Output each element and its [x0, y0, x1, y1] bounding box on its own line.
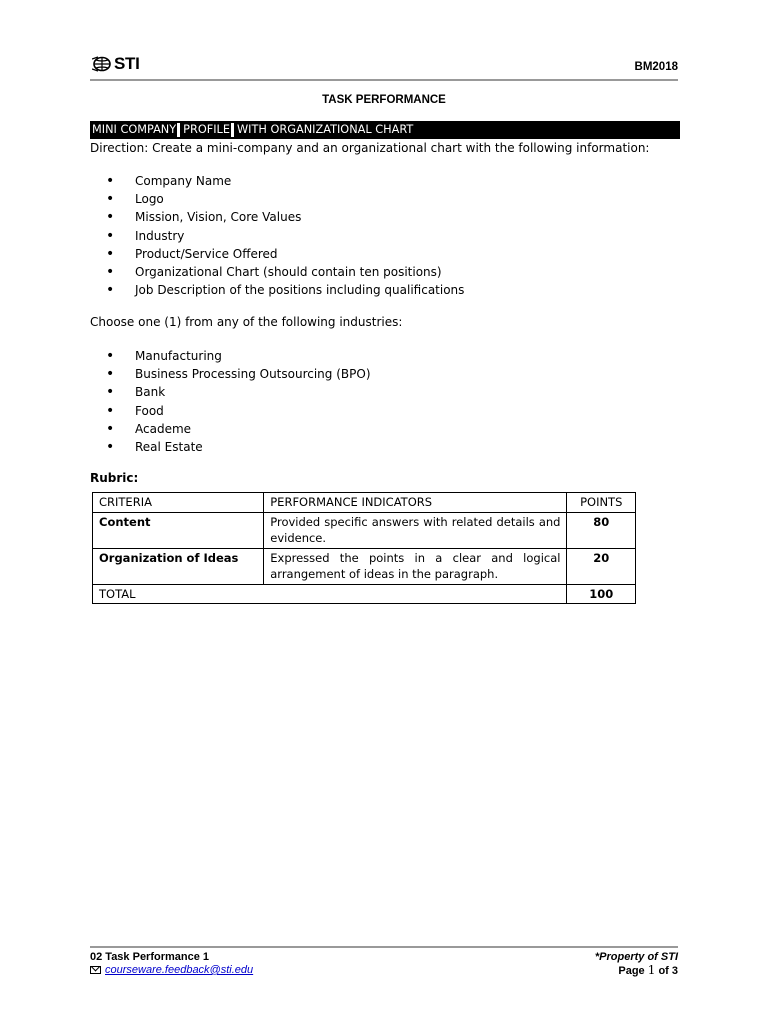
indicator-cell: Expressed the points in a clear and logical arrangement of ideas in the paragraph.	[264, 548, 567, 584]
logo-text: STI	[114, 54, 140, 73]
column-header-indicators: PERFORMANCE INDICATORS	[264, 493, 567, 513]
criteria-cell: Content	[93, 512, 264, 548]
page-current: 1	[647, 963, 656, 977]
table-row	[93, 548, 636, 584]
table-row	[93, 512, 636, 548]
list-item: • Product/Service Offered	[106, 245, 464, 263]
section-separator	[177, 123, 180, 137]
direction-text: Direction: Create a mini-company and an organizational chart with the following information:	[90, 141, 650, 155]
table-header-row	[93, 493, 636, 513]
column-header-points: POINTS	[567, 493, 636, 513]
page-prefix: Page	[618, 965, 645, 977]
list-item: • Logo	[106, 190, 464, 208]
envelope-icon	[90, 966, 101, 974]
page-total: of 3	[658, 965, 678, 977]
criteria-cell: Organization of Ideas	[93, 548, 264, 584]
total-points-cell: 100	[567, 584, 636, 604]
list-item: • Bank	[106, 383, 371, 401]
property-note: *Property of STI	[594, 951, 678, 963]
feedback-email-link[interactable]: courseware.feedback@sti.edu	[105, 964, 254, 976]
total-row	[93, 584, 636, 604]
section-separator	[231, 123, 234, 137]
sti-globe-icon	[92, 56, 112, 72]
section-heading-part: WITH ORGANIZATIONAL CHART	[236, 123, 414, 136]
footer-divider	[90, 946, 678, 948]
section-heading-part: PROFILE	[183, 123, 230, 136]
list-item: • Company Name	[106, 172, 464, 190]
requirements-list	[106, 172, 464, 299]
list-item: • Business Processing Outsourcing (BPO)	[106, 365, 371, 383]
list-item: • Food	[106, 402, 371, 420]
list-item: • Real Estate	[106, 438, 371, 456]
document-code: BM2018	[634, 61, 678, 73]
section-heading-bar	[90, 121, 680, 139]
list-item: • Academe	[106, 420, 371, 438]
total-label-cell: TOTAL	[93, 584, 567, 604]
feedback-email-row	[90, 964, 253, 976]
choose-industry-text: Choose one (1) from any of the following industries:	[90, 315, 403, 329]
list-item: • Mission, Vision, Core Values	[106, 208, 464, 226]
page-number	[595, 963, 678, 977]
course-label: 02 Task Performance 1	[90, 951, 210, 963]
list-item: • Manufacturing	[106, 347, 371, 365]
rubric-label: Rubric:	[90, 471, 139, 485]
page-title: TASK PERFORMANCE	[322, 94, 446, 106]
indicator-cell: Provided specific answers with related details and evidence.	[264, 512, 567, 548]
header-divider	[90, 79, 678, 81]
section-heading-part: MINI COMPANY	[92, 123, 177, 136]
list-item: • Job Description of the positions including qualifications	[106, 281, 464, 299]
points-cell: 20	[567, 548, 636, 584]
list-item: • Organizational Chart (should contain ten positions)	[106, 263, 464, 281]
points-cell: 80	[567, 512, 636, 548]
list-item: • Industry	[106, 227, 464, 245]
rubric-table	[92, 492, 636, 604]
column-header-criteria: CRITERIA	[93, 493, 264, 513]
footer-right	[595, 951, 678, 977]
footer-left	[90, 951, 253, 976]
industries-list	[106, 347, 371, 456]
sti-logo	[92, 54, 140, 74]
